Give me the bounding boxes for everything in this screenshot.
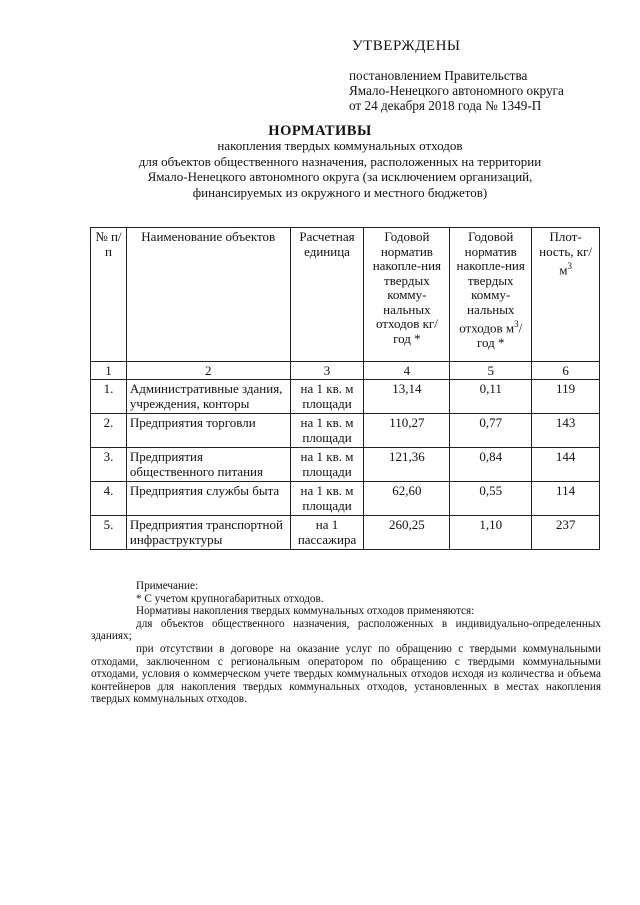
header-no: № п/п — [91, 228, 127, 362]
table-row — [91, 414, 600, 448]
table-row — [91, 482, 600, 516]
row-density: 237 — [532, 516, 600, 550]
row-object-name: Административные здания, учреждения, конторы — [126, 380, 290, 414]
notes-heading: Примечание: — [136, 580, 199, 592]
column-number: 4 — [364, 362, 450, 380]
header-mass: Годовой норматив накопле-ния твердых комму-нальных отходов кг/год * — [364, 228, 450, 362]
notes-asterisk: * С учетом крупногабаритных отходов. — [136, 592, 324, 605]
row-mass-norm: 121,36 — [364, 448, 450, 482]
subtitle-line: для объектов общественного назначения, расположенных на территории — [138, 153, 542, 169]
row-density: 119 — [532, 380, 600, 414]
approval-line-2: Ямало-Ненецкого автономного округа — [349, 83, 564, 98]
approval-line-3: от 24 декабря 2018 года № 1349-П — [349, 98, 542, 113]
norms-table — [90, 227, 600, 550]
approval-line-1: постановлением Правительства — [349, 68, 528, 83]
row-object-name: Предприятия транспортной инфраструктуры — [126, 516, 290, 550]
notes-item-2: при отсутствии в договоре на оказание услуг по обращению с твердыми коммунальными отходами, заключенном с региональным оператором по обращению с твердыми коммунальными отходами, условия о коммерческом учете твердых коммунальных отходов исходя из количества и объема контейнеров для накопления твердых коммунальных отходов, установленных в местах накопления твердых коммунальных отходов. — [91, 642, 601, 706]
row-unit: на 1 кв. м площади — [290, 414, 364, 448]
row-volume-norm: 0,11 — [450, 380, 532, 414]
approval-reference — [349, 68, 564, 113]
table-row — [91, 448, 600, 482]
header-unit: Расчетная единица — [290, 228, 364, 362]
subtitle-line: накопления твердых коммунальных отходов — [217, 138, 463, 153]
row-density: 143 — [532, 414, 600, 448]
header-density: Плот-ность, $кг/м^3$ — [532, 228, 600, 362]
column-number: 2 — [126, 362, 290, 380]
row-number: 2. — [91, 414, 127, 448]
row-number: 3. — [91, 448, 127, 482]
row-mass-norm: 110,27 — [364, 414, 450, 448]
row-number: 4. — [91, 482, 127, 516]
subtitle-line: финансируемых из окружного и местного бюджетов) — [192, 184, 488, 200]
row-number: 1. — [91, 380, 127, 414]
table-row — [91, 516, 600, 550]
column-number: 3 — [290, 362, 364, 380]
row-number: 5. — [91, 516, 127, 550]
row-unit: на 1 кв. м площади — [290, 448, 364, 482]
column-number-row — [91, 362, 600, 380]
row-unit: на 1 кв. м площади — [290, 380, 364, 414]
notes-section — [91, 580, 601, 706]
row-object-name: Предприятия службы быта — [126, 482, 290, 516]
row-object-name: Предприятия общественного питания — [126, 448, 290, 482]
header-name: Наименование объектов — [126, 228, 290, 362]
column-number: 6 — [532, 362, 600, 380]
row-volume-norm: 0,84 — [450, 448, 532, 482]
column-number: 5 — [450, 362, 532, 380]
document-subtitle — [60, 138, 620, 200]
row-volume-norm: 1,10 — [450, 516, 532, 550]
notes-item-1: для объектов общественного назначения, расположенных в индивидуально-определенных зданиях; — [91, 617, 601, 643]
row-density: 144 — [532, 448, 600, 482]
row-mass-norm: 62,60 — [364, 482, 450, 516]
row-unit: на 1 пассажира — [290, 516, 364, 550]
table-row — [91, 380, 600, 414]
row-density: 114 — [532, 482, 600, 516]
notes-applies: Нормативы накопления твердых коммунальных отходов применяются: — [136, 605, 475, 618]
row-mass-norm: 13,14 — [364, 380, 450, 414]
header-volume: Годовой норматив накопле-ния твердых комму-нальных отходов $м^3$/год * — [450, 228, 532, 362]
column-number: 1 — [91, 362, 127, 380]
approved-heading: УТВЕРЖДЕНЫ — [352, 38, 461, 54]
row-volume-norm: 0,55 — [450, 482, 532, 516]
row-volume-norm: 0,77 — [450, 414, 532, 448]
subtitle-line: Ямало-Ненецкого автономного округа (за исключением организаций, — [147, 169, 533, 184]
table-header-row — [91, 228, 600, 362]
row-mass-norm: 260,25 — [364, 516, 450, 550]
document-title: НОРМАТИВЫ — [268, 123, 372, 139]
row-unit: на 1 кв. м площади — [290, 482, 364, 516]
row-object-name: Предприятия торговли — [126, 414, 290, 448]
